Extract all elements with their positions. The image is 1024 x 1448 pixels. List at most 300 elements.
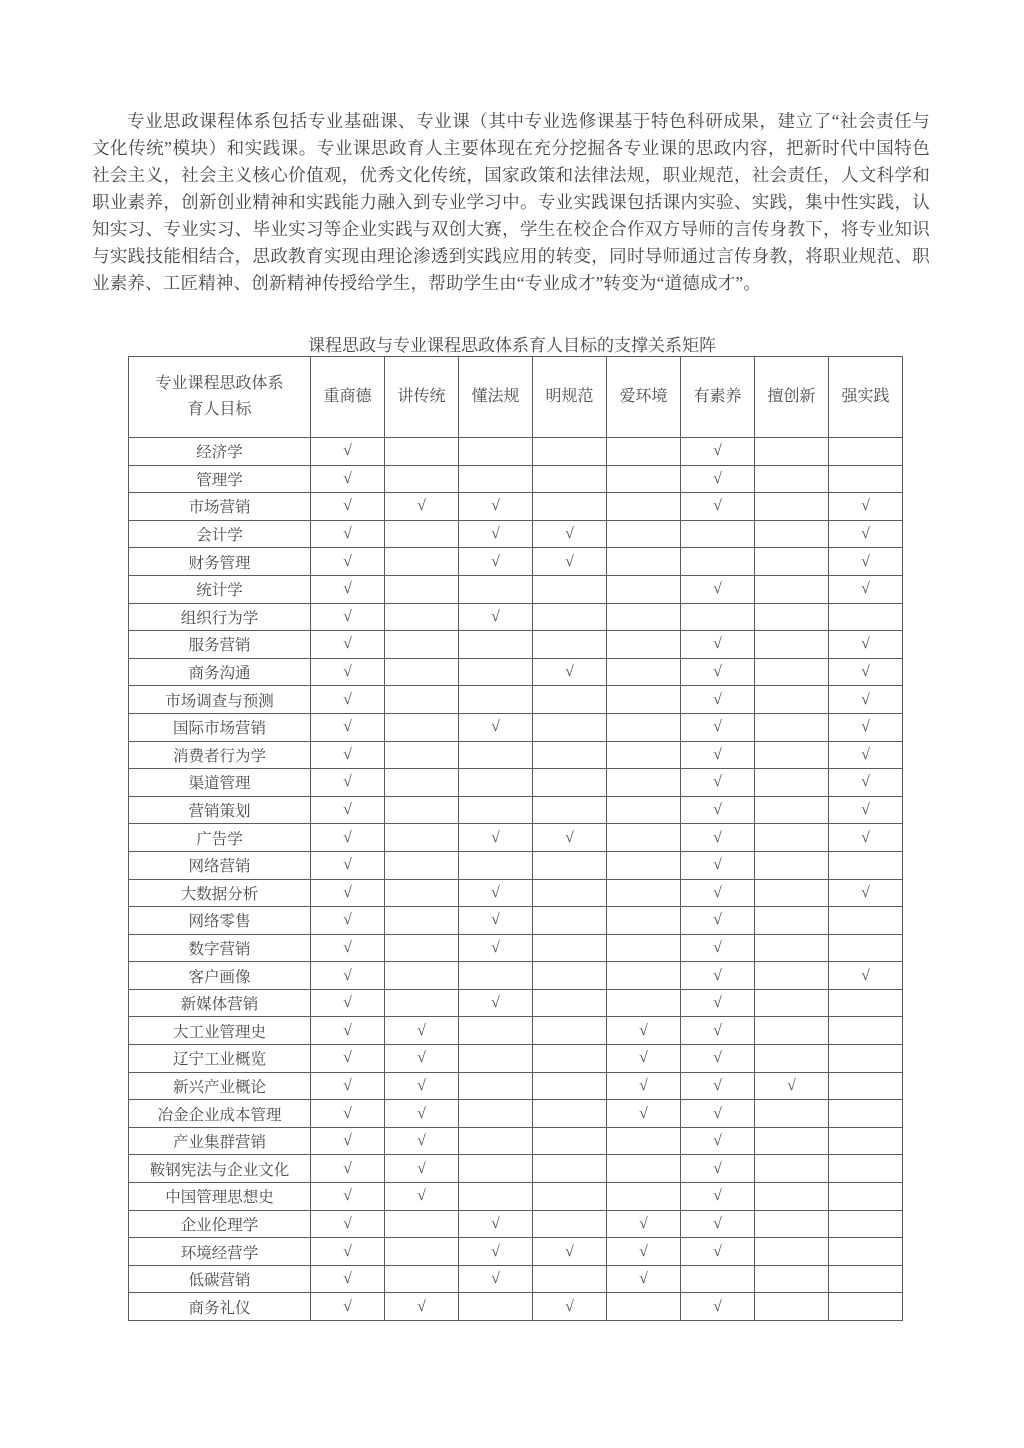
empty-cell	[533, 879, 607, 907]
empty-cell	[607, 879, 681, 907]
checkmark-cell: √	[829, 631, 903, 659]
checkmark-cell: √	[681, 907, 755, 935]
empty-cell	[755, 989, 829, 1017]
empty-cell	[533, 851, 607, 879]
empty-cell	[533, 1100, 607, 1128]
empty-cell	[755, 520, 829, 548]
corner-header-line: 育人目标	[187, 401, 252, 418]
table-row	[129, 1155, 903, 1183]
empty-cell	[533, 575, 607, 603]
empty-cell	[829, 934, 903, 962]
checkmark-cell: √	[681, 713, 755, 741]
checkmark-cell: √	[681, 1017, 755, 1045]
empty-cell	[533, 1183, 607, 1211]
empty-cell	[459, 1127, 533, 1155]
empty-cell	[755, 713, 829, 741]
checkmark-cell: √	[311, 438, 385, 466]
table-header	[129, 357, 903, 438]
checkmark-cell: √	[385, 493, 459, 521]
empty-cell	[533, 1045, 607, 1073]
checkmark-cell: √	[681, 1100, 755, 1128]
empty-cell	[459, 631, 533, 659]
empty-cell	[459, 1155, 533, 1183]
empty-cell	[607, 548, 681, 576]
course-name-cell: 管理学	[129, 465, 311, 493]
checkmark-cell: √	[459, 1238, 533, 1266]
table-row	[129, 934, 903, 962]
empty-cell	[755, 1210, 829, 1238]
empty-cell	[755, 824, 829, 852]
checkmark-cell: √	[459, 603, 533, 631]
empty-cell	[607, 962, 681, 990]
empty-cell	[385, 438, 459, 466]
empty-cell	[755, 1238, 829, 1266]
course-name-cell: 大数据分析	[129, 879, 311, 907]
course-name-cell: 经济学	[129, 438, 311, 466]
empty-cell	[829, 1127, 903, 1155]
checkmark-cell: √	[607, 1045, 681, 1073]
table-row	[129, 1127, 903, 1155]
empty-cell	[607, 1183, 681, 1211]
empty-cell	[607, 907, 681, 935]
table-row	[129, 824, 903, 852]
checkmark-cell: √	[311, 824, 385, 852]
empty-cell	[755, 796, 829, 824]
empty-cell	[607, 603, 681, 631]
checkmark-cell: √	[681, 1293, 755, 1321]
checkmark-cell: √	[311, 603, 385, 631]
empty-cell	[829, 1017, 903, 1045]
checkmark-cell: √	[311, 548, 385, 576]
empty-cell	[533, 1127, 607, 1155]
table-row	[129, 989, 903, 1017]
empty-cell	[607, 769, 681, 797]
empty-cell	[755, 548, 829, 576]
empty-cell	[755, 493, 829, 521]
checkmark-cell: √	[311, 1100, 385, 1128]
table-row	[129, 1210, 903, 1238]
empty-cell	[829, 438, 903, 466]
empty-cell	[533, 465, 607, 493]
empty-cell	[755, 1127, 829, 1155]
goal-column-header: 懂法规	[459, 357, 533, 438]
empty-cell	[829, 1293, 903, 1321]
checkmark-cell: √	[829, 520, 903, 548]
checkmark-cell: √	[681, 824, 755, 852]
empty-cell	[755, 438, 829, 466]
checkmark-cell: √	[681, 686, 755, 714]
checkmark-cell: √	[311, 1045, 385, 1073]
checkmark-cell: √	[829, 769, 903, 797]
checkmark-cell: √	[681, 1238, 755, 1266]
empty-cell	[385, 520, 459, 548]
table-row	[129, 548, 903, 576]
checkmark-cell: √	[311, 1183, 385, 1211]
table-row	[129, 1183, 903, 1211]
checkmark-cell: √	[829, 741, 903, 769]
checkmark-cell: √	[829, 824, 903, 852]
empty-cell	[533, 1017, 607, 1045]
corner-header-cell	[129, 357, 311, 438]
empty-cell	[607, 631, 681, 659]
checkmark-cell: √	[311, 851, 385, 879]
empty-cell	[755, 575, 829, 603]
empty-cell	[829, 989, 903, 1017]
empty-cell	[533, 989, 607, 1017]
course-name-cell: 组织行为学	[129, 603, 311, 631]
table-row	[129, 1072, 903, 1100]
checkmark-cell: √	[681, 879, 755, 907]
empty-cell	[755, 1100, 829, 1128]
empty-cell	[385, 575, 459, 603]
checkmark-cell: √	[311, 713, 385, 741]
empty-cell	[755, 465, 829, 493]
empty-cell	[459, 686, 533, 714]
course-name-cell: 大工业管理史	[129, 1017, 311, 1045]
empty-cell	[607, 796, 681, 824]
checkmark-cell: √	[311, 1210, 385, 1238]
checkmark-cell: √	[385, 1155, 459, 1183]
empty-cell	[607, 989, 681, 1017]
empty-cell	[607, 1293, 681, 1321]
empty-cell	[607, 934, 681, 962]
course-name-cell: 辽宁工业概览	[129, 1045, 311, 1073]
checkmark-cell: √	[311, 769, 385, 797]
checkmark-cell: √	[829, 713, 903, 741]
empty-cell	[755, 631, 829, 659]
checkmark-cell: √	[681, 658, 755, 686]
course-name-cell: 服务营销	[129, 631, 311, 659]
checkmark-cell: √	[459, 1210, 533, 1238]
empty-cell	[385, 658, 459, 686]
empty-cell	[829, 1100, 903, 1128]
empty-cell	[459, 769, 533, 797]
course-name-cell: 客户画像	[129, 962, 311, 990]
course-name-cell: 国际市场营销	[129, 713, 311, 741]
checkmark-cell: √	[829, 686, 903, 714]
course-name-cell: 数字营销	[129, 934, 311, 962]
empty-cell	[755, 741, 829, 769]
empty-cell	[385, 851, 459, 879]
empty-cell	[533, 769, 607, 797]
empty-cell	[755, 1155, 829, 1183]
goal-column-header: 擅创新	[755, 357, 829, 438]
checkmark-cell: √	[681, 1210, 755, 1238]
checkmark-cell: √	[681, 1155, 755, 1183]
course-name-cell: 渠道管理	[129, 769, 311, 797]
empty-cell	[829, 465, 903, 493]
course-name-cell: 市场调查与预测	[129, 686, 311, 714]
empty-cell	[607, 493, 681, 521]
empty-cell	[385, 603, 459, 631]
checkmark-cell: √	[829, 962, 903, 990]
checkmark-cell: √	[459, 1265, 533, 1293]
course-name-cell: 商务沟通	[129, 658, 311, 686]
checkmark-cell: √	[459, 493, 533, 521]
empty-cell	[607, 1127, 681, 1155]
empty-cell	[533, 1072, 607, 1100]
checkmark-cell: √	[311, 989, 385, 1017]
checkmark-cell: √	[311, 686, 385, 714]
empty-cell	[755, 603, 829, 631]
empty-cell	[459, 1183, 533, 1211]
checkmark-cell: √	[385, 1017, 459, 1045]
empty-cell	[385, 1210, 459, 1238]
empty-cell	[829, 907, 903, 935]
goal-column-header: 讲传统	[385, 357, 459, 438]
table-row	[129, 1100, 903, 1128]
checkmark-cell: √	[311, 520, 385, 548]
empty-cell	[829, 1155, 903, 1183]
checkmark-cell: √	[385, 1045, 459, 1073]
checkmark-cell: √	[311, 1127, 385, 1155]
table-row	[129, 438, 903, 466]
course-name-cell: 环境经营学	[129, 1238, 311, 1266]
empty-cell	[829, 851, 903, 879]
table-row	[129, 713, 903, 741]
checkmark-cell: √	[311, 658, 385, 686]
support-matrix-table	[128, 356, 903, 1321]
checkmark-cell: √	[311, 1265, 385, 1293]
empty-cell	[459, 658, 533, 686]
empty-cell	[755, 658, 829, 686]
course-name-cell: 财务管理	[129, 548, 311, 576]
checkmark-cell: √	[681, 575, 755, 603]
checkmark-cell: √	[681, 741, 755, 769]
empty-cell	[533, 713, 607, 741]
checkmark-cell: √	[311, 879, 385, 907]
empty-cell	[459, 1100, 533, 1128]
empty-cell	[459, 1045, 533, 1073]
empty-cell	[385, 796, 459, 824]
course-name-cell: 企业伦理学	[129, 1210, 311, 1238]
checkmark-cell: √	[607, 1017, 681, 1045]
empty-cell	[385, 713, 459, 741]
checkmark-cell: √	[459, 907, 533, 935]
checkmark-cell: √	[681, 962, 755, 990]
empty-cell	[385, 824, 459, 852]
checkmark-cell: √	[533, 548, 607, 576]
table-row	[129, 1293, 903, 1321]
empty-cell	[829, 1238, 903, 1266]
checkmark-cell: √	[385, 1100, 459, 1128]
course-name-cell: 广告学	[129, 824, 311, 852]
checkmark-cell: √	[681, 1045, 755, 1073]
empty-cell	[607, 658, 681, 686]
empty-cell	[385, 769, 459, 797]
empty-cell	[755, 962, 829, 990]
checkmark-cell: √	[607, 1238, 681, 1266]
empty-cell	[459, 741, 533, 769]
course-name-cell: 冶金企业成本管理	[129, 1100, 311, 1128]
empty-cell	[385, 631, 459, 659]
table-row	[129, 879, 903, 907]
empty-cell	[533, 934, 607, 962]
course-name-cell: 统计学	[129, 575, 311, 603]
empty-cell	[533, 631, 607, 659]
empty-cell	[533, 438, 607, 466]
table-row	[129, 796, 903, 824]
empty-cell	[533, 686, 607, 714]
checkmark-cell: √	[681, 989, 755, 1017]
empty-cell	[755, 1045, 829, 1073]
checkmark-cell: √	[459, 713, 533, 741]
table-body	[129, 438, 903, 1321]
table-row	[129, 1017, 903, 1045]
empty-cell	[829, 1045, 903, 1073]
empty-cell	[385, 1265, 459, 1293]
course-name-cell: 低碳营销	[129, 1265, 311, 1293]
empty-cell	[607, 575, 681, 603]
body-paragraph: 专业思政课程体系包括专业基础课、专业课（其中专业选修课基于特色科研成果，建立了“社会责任与文化传统”模块）和实践课。专业课思政育人主要体现在充分挖掘各专业课的思政内容，把新时代中国特色社会主义，社会主义核心价值观，优秀文化传统，国家政策和法律法规，职业规范，社会责任，人文科学和职业素养，创新创业精神和实践能力融入到专业学习中。专业实践课包括课内实验、实践，集中性实践，认知实习、专业实习、毕业实习等企业实践与双创大赛，学生在校企合作双方导师的言传身教下，将专业知识与实践技能相结合，思政教育实现由理论渗透到实践应用的转变，同时导师通过言传身教，将职业规范、职业素养、工匠精神、创新精神传授给学生，帮助学生由“专业成才”转变为“道德成才”。	[92, 111, 930, 293]
course-name-cell: 营销策划	[129, 796, 311, 824]
checkmark-cell: √	[459, 989, 533, 1017]
course-name-cell: 新兴产业概论	[129, 1072, 311, 1100]
table-row	[129, 741, 903, 769]
course-name-cell: 消费者行为学	[129, 741, 311, 769]
table-row	[129, 962, 903, 990]
empty-cell	[459, 1072, 533, 1100]
table-row	[129, 465, 903, 493]
empty-cell	[385, 741, 459, 769]
empty-cell	[829, 603, 903, 631]
course-name-cell: 中国管理思想史	[129, 1183, 311, 1211]
checkmark-cell: √	[311, 1238, 385, 1266]
table-header-row	[129, 357, 903, 438]
table-row	[129, 686, 903, 714]
goal-column-header: 明规范	[533, 357, 607, 438]
empty-cell	[459, 438, 533, 466]
empty-cell	[755, 934, 829, 962]
table-row	[129, 1045, 903, 1073]
empty-cell	[459, 465, 533, 493]
empty-cell	[607, 520, 681, 548]
empty-cell	[607, 438, 681, 466]
goal-column-header: 强实践	[829, 357, 903, 438]
empty-cell	[459, 851, 533, 879]
checkmark-cell: √	[533, 1293, 607, 1321]
checkmark-cell: √	[311, 1017, 385, 1045]
checkmark-cell: √	[533, 520, 607, 548]
checkmark-cell: √	[681, 1183, 755, 1211]
course-name-cell: 商务礼仪	[129, 1293, 311, 1321]
checkmark-cell: √	[681, 493, 755, 521]
checkmark-cell: √	[681, 851, 755, 879]
empty-cell	[459, 1017, 533, 1045]
checkmark-cell: √	[311, 796, 385, 824]
checkmark-cell: √	[385, 1127, 459, 1155]
empty-cell	[385, 907, 459, 935]
table-row	[129, 907, 903, 935]
empty-cell	[755, 686, 829, 714]
empty-cell	[829, 1210, 903, 1238]
course-name-cell: 会计学	[129, 520, 311, 548]
checkmark-cell: √	[311, 1155, 385, 1183]
empty-cell	[681, 603, 755, 631]
checkmark-cell: √	[311, 1293, 385, 1321]
empty-cell	[533, 1265, 607, 1293]
empty-cell	[755, 1017, 829, 1045]
checkmark-cell: √	[459, 520, 533, 548]
checkmark-cell: √	[459, 934, 533, 962]
checkmark-cell: √	[681, 438, 755, 466]
checkmark-cell: √	[829, 879, 903, 907]
checkmark-cell: √	[311, 493, 385, 521]
empty-cell	[385, 686, 459, 714]
course-name-cell: 新媒体营销	[129, 989, 311, 1017]
checkmark-cell: √	[533, 658, 607, 686]
checkmark-cell: √	[829, 548, 903, 576]
checkmark-cell: √	[533, 1238, 607, 1266]
empty-cell	[385, 465, 459, 493]
checkmark-cell: √	[607, 1265, 681, 1293]
checkmark-cell: √	[385, 1072, 459, 1100]
table-row	[129, 1238, 903, 1266]
empty-cell	[607, 713, 681, 741]
empty-cell	[459, 796, 533, 824]
table-row	[129, 1265, 903, 1293]
empty-cell	[607, 686, 681, 714]
empty-cell	[385, 934, 459, 962]
empty-cell	[533, 907, 607, 935]
table-row	[129, 851, 903, 879]
checkmark-cell: √	[681, 631, 755, 659]
table-row	[129, 493, 903, 521]
checkmark-cell: √	[755, 1072, 829, 1100]
checkmark-cell: √	[311, 1072, 385, 1100]
empty-cell	[607, 851, 681, 879]
empty-cell	[533, 741, 607, 769]
course-name-cell: 网络零售	[129, 907, 311, 935]
checkmark-cell: √	[311, 575, 385, 603]
empty-cell	[533, 1155, 607, 1183]
empty-cell	[755, 907, 829, 935]
empty-cell	[533, 1210, 607, 1238]
empty-cell	[607, 741, 681, 769]
goal-column-header: 重商德	[311, 357, 385, 438]
goal-column-header: 爱环境	[607, 357, 681, 438]
empty-cell	[681, 1265, 755, 1293]
empty-cell	[459, 962, 533, 990]
table-row	[129, 603, 903, 631]
checkmark-cell: √	[681, 465, 755, 493]
empty-cell	[681, 548, 755, 576]
table-row	[129, 520, 903, 548]
checkmark-cell: √	[459, 548, 533, 576]
empty-cell	[829, 1265, 903, 1293]
course-name-cell: 产业集群营销	[129, 1127, 311, 1155]
checkmark-cell: √	[311, 962, 385, 990]
empty-cell	[829, 1072, 903, 1100]
empty-cell	[607, 465, 681, 493]
empty-cell	[533, 493, 607, 521]
checkmark-cell: √	[385, 1293, 459, 1321]
empty-cell	[385, 989, 459, 1017]
checkmark-cell: √	[829, 493, 903, 521]
corner-header-line: 专业课程思政体系	[155, 375, 284, 392]
empty-cell	[385, 548, 459, 576]
checkmark-cell: √	[681, 1072, 755, 1100]
empty-cell	[385, 1238, 459, 1266]
empty-cell	[755, 1265, 829, 1293]
empty-cell	[829, 1183, 903, 1211]
course-name-cell: 市场营销	[129, 493, 311, 521]
checkmark-cell: √	[311, 631, 385, 659]
checkmark-cell: √	[533, 824, 607, 852]
checkmark-cell: √	[681, 769, 755, 797]
checkmark-cell: √	[311, 934, 385, 962]
table-title: 课程思政与专业课程思政体系育人目标的支撑关系矩阵	[308, 336, 716, 355]
